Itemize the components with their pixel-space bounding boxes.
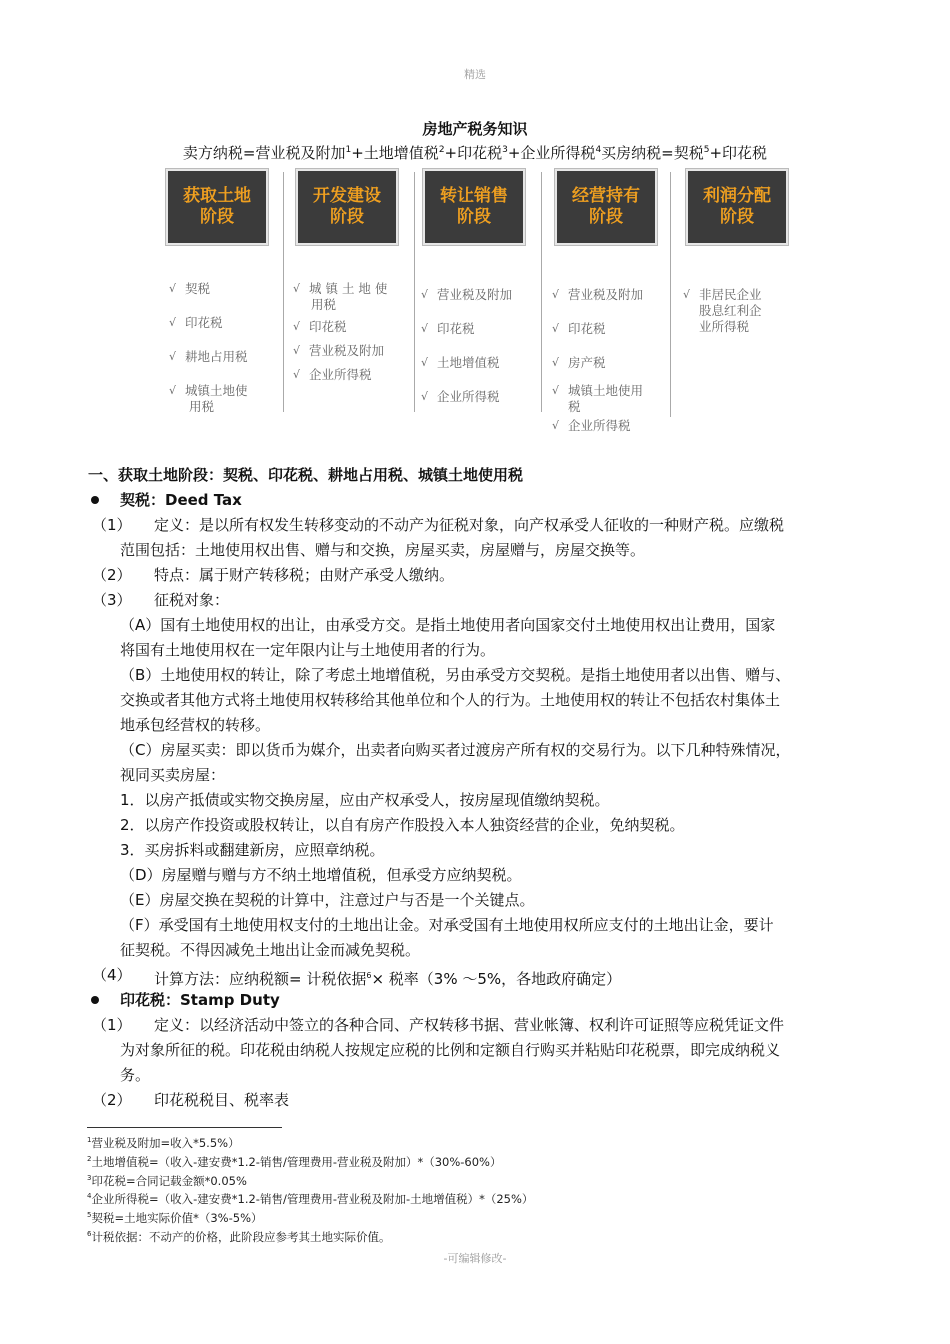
footnotes bbox=[87, 1132, 533, 1245]
formula-corp: +企业所得税 bbox=[507, 144, 596, 162]
list-item: √ 企业所得税 bbox=[552, 418, 631, 433]
paragraph-line: 为对象所征的税。印花税由纳税人按规定应税的比例和定额自行购买并粘贴印花税票，即完成纳税义 bbox=[120, 1041, 781, 1059]
deed-tax-heading: 契税：Deed Tax bbox=[120, 491, 242, 509]
footnote: $^6$计税依据：不动产的价格，此阶段应参考其土地实际价值。 bbox=[87, 1229, 391, 1244]
check-icon: √ bbox=[169, 384, 177, 397]
check-icon: √ bbox=[683, 288, 691, 301]
list-number: （1） bbox=[92, 1016, 132, 1034]
paragraph-line: 定义：是以所有权发生转移变动的不动产为征税对象，向产权承受人征收的一种财产税。应缴税 bbox=[154, 516, 785, 534]
list-item: √ 耕地占用税 bbox=[169, 349, 248, 364]
list-item: √ 房产税 bbox=[552, 355, 606, 370]
stage-subtitle: 阶段 bbox=[589, 207, 623, 227]
footnote-ref-2: 2 bbox=[438, 145, 445, 155]
section-heading: 一、获取土地阶段：契税、印花税、耕地占用税、城镇土地使用税 bbox=[88, 466, 524, 484]
check-icon: √ bbox=[169, 350, 177, 363]
footnote-ref-5: 5 bbox=[703, 145, 710, 155]
stage-tax-list bbox=[683, 287, 783, 335]
stage-tax-list bbox=[552, 287, 664, 434]
document-title: 房地产税务知识 bbox=[422, 120, 528, 138]
paragraph-line: 1．以房产抵债或实物交换房屋，应由产权承受人，按房屋现值缴纳契税。 bbox=[120, 791, 610, 809]
footer-watermark: -可编辑修改- bbox=[443, 1252, 507, 1265]
stage-divider bbox=[283, 172, 284, 412]
check-icon: √ bbox=[421, 356, 429, 369]
list-item: √ 营业税及附加 bbox=[421, 287, 513, 302]
paragraph-line: 定义：以经济活动中签立的各种合同、产权转移书据、营业帐簿、权利许可证照等应税凭证文件 bbox=[154, 1016, 785, 1034]
list-item: √ 契税 bbox=[169, 281, 211, 296]
footnote-ref-1: 1 bbox=[345, 145, 352, 155]
footnote-ref-6: 6 bbox=[366, 971, 372, 980]
stage-title: 利润分配 bbox=[703, 186, 771, 206]
stage-divider bbox=[670, 172, 671, 417]
paragraph-line: 将国有土地使用权在一定年限内让与土地使用者的行为。 bbox=[120, 641, 496, 659]
check-icon: √ bbox=[421, 322, 429, 335]
check-icon: √ bbox=[552, 384, 560, 397]
footnote: $^1$营业税及附加=收入*5.5%） bbox=[87, 1135, 240, 1150]
list-item: √ 城镇土地使 用税 bbox=[169, 383, 248, 414]
footnote: $^2$土地增值税=（收入-建安费*1.2-销售/管理费用-营业税及附加）*（30%-60%） bbox=[87, 1154, 502, 1169]
check-icon: √ bbox=[293, 344, 301, 357]
list-item: √ 印花税 bbox=[293, 319, 347, 334]
check-icon: √ bbox=[293, 368, 301, 381]
list-item: √ 营业税及附加 bbox=[552, 287, 644, 302]
stage-box-hold bbox=[555, 169, 657, 245]
list-item: √ 企业所得税 bbox=[421, 389, 500, 404]
list-item: √ 非居民企业 股息红利企 业所得税 bbox=[683, 287, 762, 334]
check-icon: √ bbox=[293, 320, 301, 333]
paragraph-line: 3．买房拆料或翻建新房，应照章纳税。 bbox=[120, 841, 385, 859]
formula-stamp: +印花税 bbox=[444, 144, 503, 162]
formula-buyer-tail: +印花税 bbox=[709, 144, 768, 162]
stage-divider bbox=[541, 172, 542, 412]
header-watermark: 精选 bbox=[464, 68, 486, 81]
formula-land: +土地增值税 bbox=[351, 144, 439, 162]
stage-title: 获取土地 bbox=[183, 186, 251, 206]
check-icon: √ bbox=[293, 282, 301, 295]
stage-tax-list bbox=[169, 281, 279, 415]
bullet-icon bbox=[91, 996, 99, 1004]
stage-box-profit bbox=[686, 169, 788, 245]
footnote: $^5$契税=土地实际价值*（3%-5%） bbox=[87, 1211, 263, 1226]
stamp-duty-heading: 印花税：Stamp Duty bbox=[120, 991, 280, 1009]
stage-subtitle: 阶段 bbox=[200, 207, 234, 227]
formula-buyer-lead: 买房纳税=契税 bbox=[601, 144, 704, 162]
list-item: √ 印花税 bbox=[421, 321, 475, 336]
bullet-icon bbox=[91, 496, 99, 504]
footnote: $^3$印花税=合同记载金额*0.05% bbox=[87, 1173, 247, 1188]
stage-subtitle: 阶段 bbox=[330, 207, 364, 227]
paragraph-line: （B）土地使用权的转让，除了考虑土地增值税，另由承受方交契税。是指土地使用者以出售、赠与、 bbox=[120, 666, 791, 684]
list-number: （1） bbox=[92, 516, 132, 534]
paragraph-line: 征税对象： bbox=[154, 591, 230, 609]
list-item: √ 企业所得税 bbox=[293, 367, 372, 382]
paragraph-line: 交换或者其他方式将土地使用权转移给其他单位和个人的行为。土地使用权的转让不包括农村集体土 bbox=[120, 691, 781, 709]
list-item: √ 营业税及附加 bbox=[293, 343, 385, 358]
list-number: （2） bbox=[92, 1091, 132, 1109]
paragraph-line: 征契税。不得因减免土地出让金而减免契税。 bbox=[120, 941, 421, 959]
stage-tax-list bbox=[421, 287, 536, 405]
check-icon: √ bbox=[169, 316, 177, 329]
list-number: （4） bbox=[92, 966, 132, 984]
stage-title: 转让销售 bbox=[440, 186, 508, 206]
stage-box-sell bbox=[423, 169, 525, 245]
paragraph-line: 地承包经营权的转移。 bbox=[120, 716, 271, 734]
paragraph-line: 特点：属于财产转移税；由财产承受人缴纳。 bbox=[154, 566, 455, 584]
paragraph-line: 印花税税目、税率表 bbox=[154, 1091, 290, 1109]
tax-formula bbox=[0, 142, 950, 163]
paragraph-line: 2．以房产作投资或股权转让，以自有房产作股投入本人独资经营的企业，免纳契税。 bbox=[120, 816, 685, 834]
list-item: √ 印花税 bbox=[552, 321, 606, 336]
stage-title: 经营持有 bbox=[572, 186, 640, 206]
list-item: √ 城镇土地使用 税 bbox=[552, 383, 644, 414]
list-number: （3） bbox=[92, 591, 132, 609]
stage-box-develop bbox=[296, 169, 398, 245]
list-item: √ 城 镇 土 地 使 用税 bbox=[293, 281, 388, 312]
check-icon: √ bbox=[552, 419, 560, 432]
list-item: √ 土地增值税 bbox=[421, 355, 500, 370]
paragraph-line: 计算方法：应纳税额= 计税依据$^6$× 税率（3% ～5%，各地政府确定） bbox=[154, 970, 622, 988]
check-icon: √ bbox=[169, 282, 177, 295]
paragraph-line: （A）国有土地使用权的出让，由承受方交。是指土地使用者向国家交付土地使用权出让费用，国家 bbox=[120, 616, 776, 634]
check-icon: √ bbox=[552, 356, 560, 369]
footnote-ref-3: 3 bbox=[502, 145, 508, 155]
list-item: √ 印花税 bbox=[169, 315, 223, 330]
stage-divider bbox=[414, 172, 415, 412]
check-icon: √ bbox=[421, 288, 429, 301]
check-icon: √ bbox=[421, 390, 429, 403]
paragraph-line: （F）承受国有土地使用权支付的土地出让金。对承受国有土地使用权所应支付的土地出让金，要计 bbox=[120, 916, 774, 934]
stage-subtitle: 阶段 bbox=[457, 207, 491, 227]
paragraph-line: （E）房屋交换在契税的计算中，注意过户与否是一个关键点。 bbox=[120, 891, 535, 909]
stage-tax-list bbox=[293, 281, 405, 383]
paragraph-line: （D）房屋赠与赠与方不纳土地增值税，但承受方应纳契税。 bbox=[120, 866, 522, 884]
footnote-ref-4: 4 bbox=[595, 145, 602, 155]
check-icon: √ bbox=[552, 322, 560, 335]
stage-title: 开发建设 bbox=[313, 186, 381, 206]
paragraph-line: （C）房屋买卖：即以货币为媒介，出卖者向购买者过渡房产所有权的交易行为。以下几种特殊情况， bbox=[120, 741, 791, 759]
list-number: （2） bbox=[92, 566, 132, 584]
paragraph-line: 视同买卖房屋： bbox=[120, 766, 226, 784]
footnote: $^4$企业所得税=（收入-建安费*1.2-销售/管理费用-营业税及附加-土地增值税）*（25%） bbox=[87, 1192, 534, 1207]
formula-seller-lead: 卖方纳税=营业税及附加 bbox=[182, 144, 346, 162]
footnote-separator bbox=[87, 1127, 282, 1128]
paragraph-line: 务。 bbox=[120, 1066, 151, 1084]
stage-subtitle: 阶段 bbox=[720, 207, 754, 227]
paragraph-line: 范围包括：土地使用权出售、赠与和交换，房屋买卖，房屋赠与，房屋交换等。 bbox=[120, 541, 646, 559]
stage-box-acquire bbox=[166, 169, 268, 245]
check-icon: √ bbox=[552, 288, 560, 301]
